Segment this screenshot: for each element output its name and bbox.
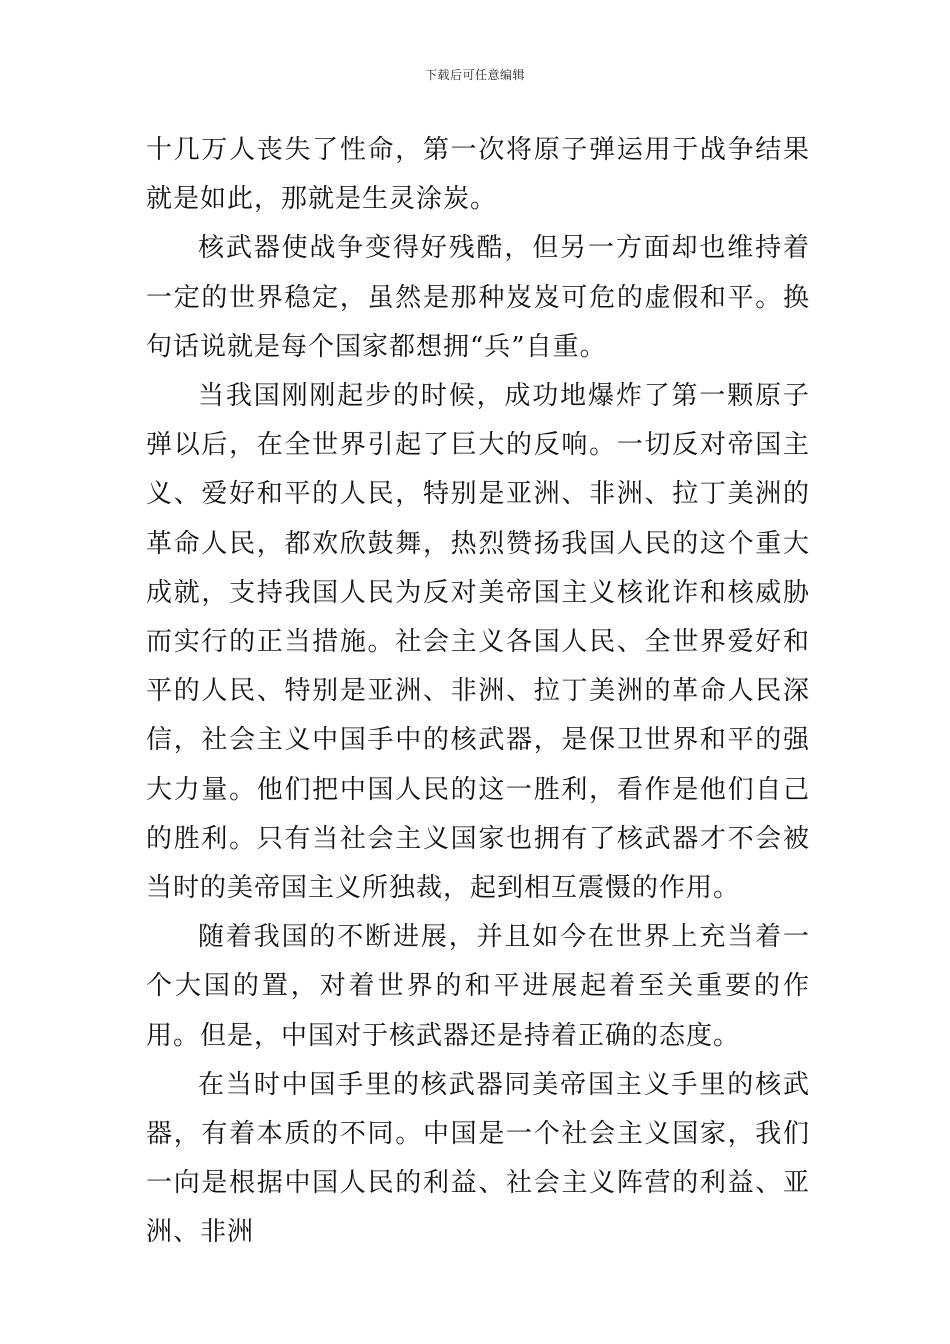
paragraph-1: 十几万人丧失了性命，第一次将原子弹运用于战争结果就是如此，那就是生灵涂炭。: [146, 135, 810, 215]
paragraph-4: 随着我国的不断进展，并且如今在世界上充当着一个大国的置，对着世界的和平进展起着至关重要的作用。但是，中国对于核武器还是持着正确的态度。: [146, 922, 810, 1051]
header-note: 下载后可任意编辑: [424, 68, 525, 82]
paragraph-2: 核武器使战争变得好残酷，但另一方面却也维持着一定的世界稳定，虽然是那种岌岌可危的虚假和平。换句话说就是每个国家都想拥“兵”自重。: [146, 233, 810, 362]
paragraph-5: 在当时中国手里的核武器同美帝国主义手里的核武器，有着本质的不同。中国是一个社会主义国家，我们一向是根据中国人民的利益、社会主义阵营的利益、亚洲、非洲: [146, 1069, 810, 1248]
body-text: [146, 126, 810, 1258]
paragraph-3: 当我国刚刚起步的时候，成功地爆炸了第一颗原子弹以后，在全世界引起了巨大的反响。一切反对帝国主义、爱好和平的人民，特别是亚洲、非洲、拉丁美洲的革命人民，都欢欣鼓舞，热烈赞扬我国人民的这个重大成就，支持我国人民为反对美帝国主义核讹诈和核威胁而实行的正当措施。社会主义各国人民、全世界爱好和平的人民、特别是亚洲、非洲、拉丁美洲的革命人民深信，社会主义中国手中的核武器，是保卫世界和平的强大力量。他们把中国人民的这一胜利，看作是他们自己的胜利。只有当社会主义国家也拥有了核武器才不会被当时的美帝国主义所独裁，起到相互震慑的作用。: [146, 381, 810, 904]
